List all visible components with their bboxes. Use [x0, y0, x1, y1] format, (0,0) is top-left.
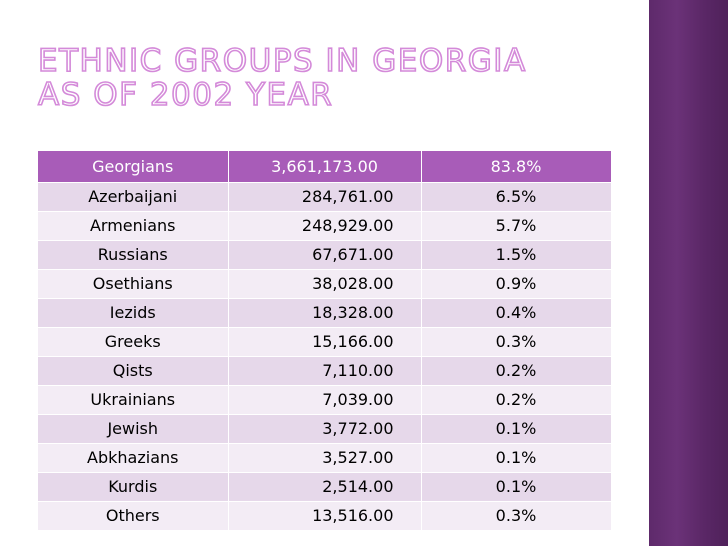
group-cell: Kurdis: [38, 472, 228, 501]
decorative-side-band: [649, 0, 728, 546]
population-cell: 67,671.00: [228, 240, 421, 269]
population-cell: 7,039.00: [228, 385, 421, 414]
table-row: [38, 298, 611, 327]
population-cell: 2,514.00: [228, 472, 421, 501]
population-cell: 18,328.00: [228, 298, 421, 327]
table-row: [38, 240, 611, 269]
percent-cell: 83.8%: [421, 151, 611, 182]
population-cell: 3,527.00: [228, 443, 421, 472]
group-cell: Armenians: [38, 211, 228, 240]
percent-cell: 0.1%: [421, 443, 611, 472]
group-cell: Azerbaijani: [38, 182, 228, 211]
percent-cell: 1.5%: [421, 240, 611, 269]
ethnic-groups-table: [38, 151, 612, 531]
table-row: [38, 182, 611, 211]
group-cell: Greeks: [38, 327, 228, 356]
group-cell: Ukrainians: [38, 385, 228, 414]
percent-cell: 0.3%: [421, 501, 611, 530]
table-row: [38, 385, 611, 414]
slide-title-line-1: ETHNIC GROUPS IN GEORGIA: [38, 43, 527, 79]
group-cell: Georgians: [38, 151, 228, 182]
population-cell: 38,028.00: [228, 269, 421, 298]
table-row: [38, 501, 611, 530]
percent-cell: 0.1%: [421, 472, 611, 501]
percent-cell: 0.9%: [421, 269, 611, 298]
table-row: [38, 443, 611, 472]
group-cell: Iezids: [38, 298, 228, 327]
percent-cell: 0.3%: [421, 327, 611, 356]
percent-cell: 5.7%: [421, 211, 611, 240]
table-row: [38, 269, 611, 298]
table-row: [38, 356, 611, 385]
table-row: [38, 151, 611, 182]
percent-cell: 0.1%: [421, 414, 611, 443]
population-cell: 248,929.00: [228, 211, 421, 240]
percent-cell: 6.5%: [421, 182, 611, 211]
group-cell: Osethians: [38, 269, 228, 298]
population-cell: 7,110.00: [228, 356, 421, 385]
slide-title-line-2: AS OF 2002 YEAR: [38, 77, 334, 113]
group-cell: Abkhazians: [38, 443, 228, 472]
population-cell: 3,661,173.00: [228, 151, 421, 182]
population-cell: 3,772.00: [228, 414, 421, 443]
table-row: [38, 472, 611, 501]
slide-title: [38, 44, 638, 112]
group-cell: Others: [38, 501, 228, 530]
table-row: [38, 414, 611, 443]
group-cell: Qists: [38, 356, 228, 385]
group-cell: Russians: [38, 240, 228, 269]
percent-cell: 0.2%: [421, 385, 611, 414]
table-row: [38, 211, 611, 240]
group-cell: Jewish: [38, 414, 228, 443]
percent-cell: 0.4%: [421, 298, 611, 327]
population-cell: 13,516.00: [228, 501, 421, 530]
table-row: [38, 327, 611, 356]
population-cell: 15,166.00: [228, 327, 421, 356]
population-cell: 284,761.00: [228, 182, 421, 211]
percent-cell: 0.2%: [421, 356, 611, 385]
